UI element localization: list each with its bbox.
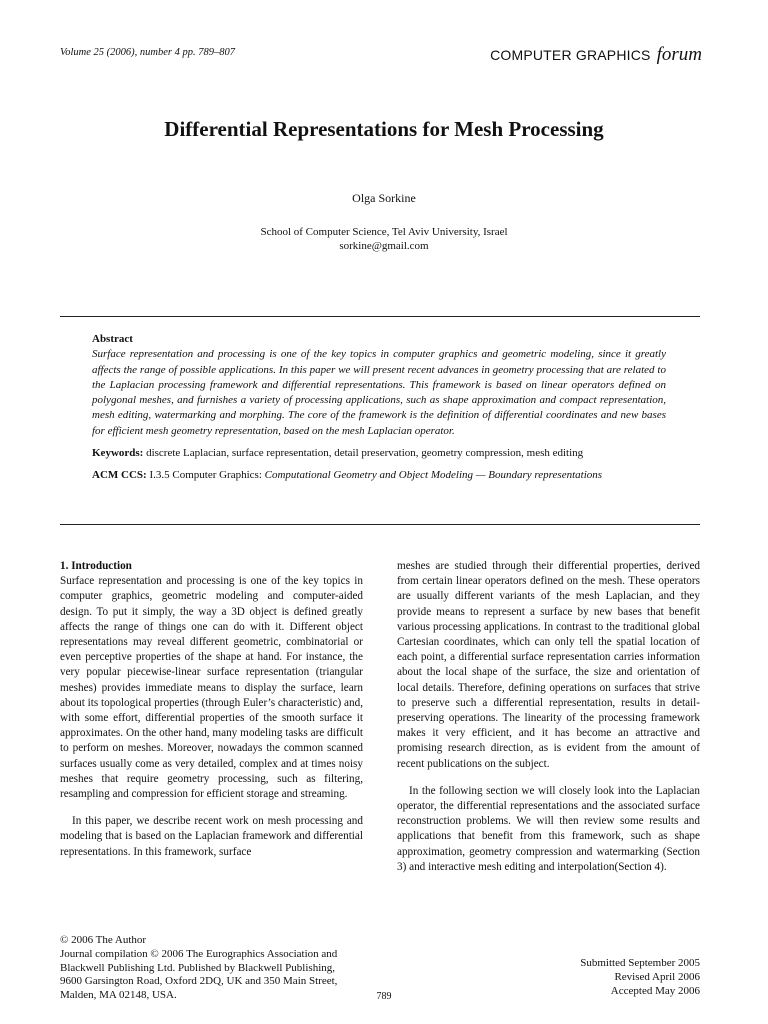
- intro-paragraph-4: In the following section we will closely look into the Laplacian operator, the differential representations and the associated surface reconstruction problems. We will then review some results and applications that benefit from this framework, such as shape approximation, geometry compression and watermarking (Section 3) and interactive mesh editing and interpolation(Section 4).: [397, 784, 700, 873]
- abstract-section: [92, 332, 666, 484]
- compilation-line-3: 9600 Garsington Road, Oxford 2DQ, UK and 350 Main Street,: [60, 975, 338, 988]
- submitted-date: Submitted September 2005: [580, 957, 700, 969]
- left-column: [60, 559, 363, 860]
- intro-paragraph-3: meshes are studied through their differential properties, derived from certain linear operators defined on the mesh. These operators are usually different variants of the mesh Laplacian, and they provide means to represent a surface by new bases that benefit various processing applications. In contrast to the traditional global Cartesian coordinates, which can only tell the spatial location of each point, a differential surface representation carries information about the local shape of the surface, the size and orientation of local details. Therefore, defining operations on surfaces that strive to preserve such a differential representation, results in detail-preserving operations. The linearity of the processing framework makes it very efficient, and it has become an attractive and promising research direction, as is evident from the amount of recent publications on the subject.: [397, 560, 700, 770]
- abstract-heading: Abstract: [92, 333, 133, 345]
- journal-brand-main: COMPUTER GRAPHICS: [490, 47, 651, 63]
- abstract-top-rule: [60, 316, 700, 317]
- acm-ccs-label: ACM CCS:: [92, 469, 147, 482]
- compilation-line-4: Malden, MA 02148, USA.: [60, 989, 177, 1002]
- author-email[interactable]: sorkine@gmail.com: [339, 240, 429, 252]
- affiliation: School of Computer Science, Tel Aviv University, Israel: [260, 226, 508, 238]
- intro-paragraph-2: In this paper, we describe recent work on mesh processing and modeling that is based on the Laplacian framework and differential representations. In this framework, surface: [60, 815, 363, 858]
- acm-ccs-subject: Computational Geometry and Object Modeling — Boundary representations: [264, 469, 603, 482]
- revised-date: Revised April 2006: [614, 970, 700, 983]
- author-affiliation-block: [0, 225, 768, 253]
- acm-ccs-line: [92, 468, 666, 483]
- keywords-line: [92, 446, 666, 461]
- acm-ccs-category: I.3.5 Computer Graphics:: [149, 469, 262, 482]
- journal-volume-info: Volume 25 (2006), number 4 pp. 789–807: [60, 47, 235, 58]
- keywords-text: discrete Laplacian, surface representation, detail preservation, geometry compression, mesh editing: [146, 447, 584, 460]
- copyright-line: © 2006 The Author: [60, 934, 147, 946]
- abstract-text: Surface representation and processing is one of the key topics in computer graphics and geometric modeling, since it greatly affects the range of possible applications. In this paper we will present recent advances in geometry processing that are related to the Laplacian processing framework and differential representations. This framework is based on linear operators defined on polygonal meshes, and furnishes a variety of processing applications, such as shape approximation and compact representation, mesh editing, watermarking and morphing. The core of the framework is the definition of differential coordinates and new bases for efficient mesh geometry representation, based on the mesh Laplacian operator.: [92, 348, 666, 437]
- accepted-date: Accepted May 2006: [610, 984, 700, 997]
- right-column: [397, 559, 700, 875]
- journal-brand: [490, 44, 702, 66]
- section-heading-introduction: 1. Introduction: [60, 560, 132, 572]
- paper-title: Differential Representations for Mesh Processing: [164, 117, 604, 141]
- author-name: Olga Sorkine: [352, 191, 416, 205]
- compilation-line-1: Journal compilation © 2006 The Eurographics Association and: [60, 947, 338, 960]
- page-number: 789: [376, 991, 392, 1002]
- journal-brand-script: forum: [656, 44, 702, 65]
- abstract-bottom-rule: [60, 524, 700, 525]
- keywords-label: Keywords:: [92, 447, 144, 460]
- intro-paragraph-1: Surface representation and processing is one of the key topics in computer graphics, geometric modeling and computer-aided design. To put it simply, the way a 3D object is defined greatly affects the range of things one can do with it. Different object representations may reveal different geometric, combinatorial or even perceptive properties of the shape at hand. For instance, the very popular piecewise-linear surface representation (triangular meshes) provides immediate means to display the surface, learn about its topological properties (through Euler’s characteristic) and, with some effort, differential properties of the smooth surface it approximates. On the other hand, many modeling tasks are difficult to perform on meshes. Moreover, nowadays the common scanned surfaces usually come as very detailed, complex and at times noisy meshes that require geometry processing, such as filtering, resampling and compression for efficient storage and streaming.: [60, 575, 364, 801]
- compilation-line-2: Blackwell Publishing Ltd. Published by Blackwell Publishing,: [60, 961, 335, 974]
